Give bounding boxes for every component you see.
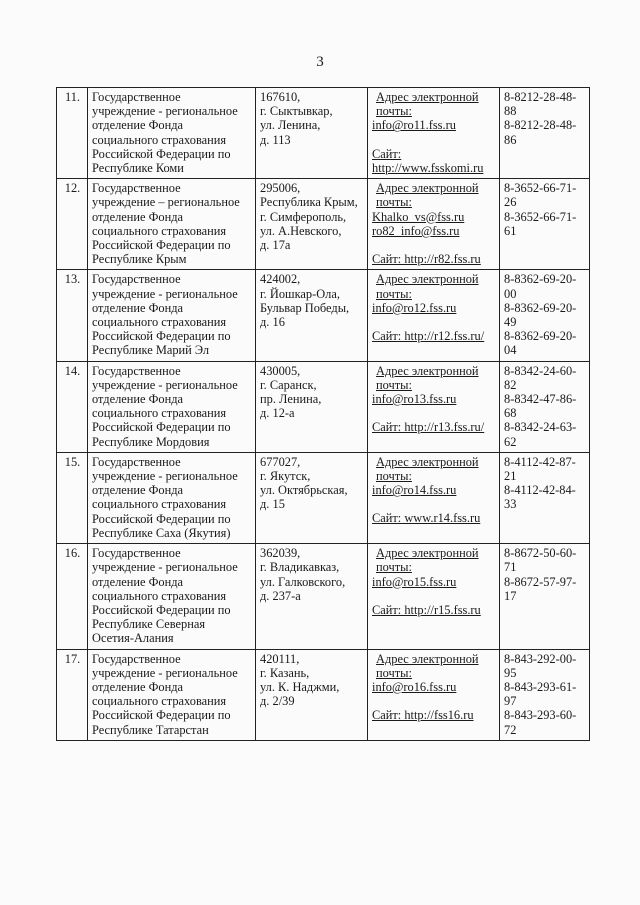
table-row	[57, 88, 590, 179]
spacer	[372, 694, 496, 708]
row-number: 15.	[57, 452, 88, 543]
institution-name-line: учреждение - региональное	[92, 286, 238, 301]
institution-name-line: Государственное	[92, 651, 181, 666]
address-line: г. Симферополь,	[260, 209, 347, 224]
institution-name-line: Государственное	[92, 181, 181, 196]
table-body	[57, 88, 590, 741]
phone-number: 8-8672-50-60-71	[504, 546, 577, 575]
phone-number: 8-4112-42-87-21	[504, 454, 576, 484]
institution-name	[88, 179, 256, 270]
spacer	[372, 589, 496, 603]
online-contacts	[368, 179, 500, 270]
online-contacts	[368, 649, 500, 740]
phone-numbers	[500, 544, 590, 649]
email-label: Адрес электронной почты:	[376, 90, 479, 119]
address-line: г. Якутск,	[260, 469, 311, 484]
address-line: д. 12-а	[260, 406, 295, 421]
email-label: Адрес электронной почты:	[376, 272, 479, 301]
institution-name-line: учреждение - региональное	[92, 469, 238, 484]
row-number: 13.	[57, 270, 88, 361]
email-link[interactable]: Khalko_vs@fss.ru	[372, 209, 465, 224]
email-link[interactable]: info@ro12.fss.ru	[372, 300, 457, 315]
online-contacts	[368, 270, 500, 361]
table-row	[57, 452, 590, 543]
table-row	[57, 649, 590, 740]
institution-name	[88, 361, 256, 452]
institution-name	[88, 270, 256, 361]
spacer	[372, 238, 496, 252]
address-line: Республика Крым,	[260, 195, 358, 210]
institution-name-line: социального страхования	[92, 694, 227, 709]
online-contacts	[368, 452, 500, 543]
email-label: Адрес электронной почты:	[376, 651, 479, 680]
table-row	[57, 361, 590, 452]
phone-numbers	[500, 88, 590, 179]
address-line: 362039,	[260, 546, 301, 561]
address-line: 420111,	[260, 651, 300, 666]
institution-name-line: отделение Фонда	[92, 574, 184, 589]
address-line: 424002,	[260, 272, 301, 287]
address-line: г. Владикавказ,	[260, 560, 340, 575]
email-link[interactable]: info@ro15.fss.ru	[372, 574, 457, 589]
email-link[interactable]: ro82_info@fss.ru	[372, 223, 460, 238]
postal-address	[256, 361, 368, 452]
website-link[interactable]: Сайт: http://www.fsskomi.ru	[372, 146, 484, 175]
institution-name-line: Республике Татарстан	[92, 722, 209, 737]
institution-name-line: учреждение - региональное	[92, 104, 238, 119]
postal-address	[256, 179, 368, 270]
postal-address	[256, 649, 368, 740]
institution-name-line: Российской Федерации по	[92, 602, 231, 617]
institution-name-line: Государственное	[92, 272, 181, 287]
institution-name-line: Российской Федерации по	[92, 238, 231, 253]
phone-number: 8-843-292-00-95	[504, 651, 577, 680]
table-row	[57, 544, 590, 649]
website-link[interactable]: Сайт: www.r14.fss.ru	[372, 511, 481, 526]
address-line: ул. К. Наджми,	[260, 679, 340, 694]
institution-name-line: социального страхования	[92, 132, 227, 147]
website-link[interactable]: Сайт: http://r15.fss.ru	[372, 602, 481, 617]
email-label: Адрес электронной почты:	[376, 546, 479, 575]
email-label: Адрес электронной почты:	[376, 181, 479, 210]
row-number: 17.	[57, 649, 88, 740]
spacer	[372, 315, 496, 329]
institution-name-line: социального страхования	[92, 497, 227, 512]
institution-name-line: Республике Северная	[92, 617, 206, 632]
row-number: 16.	[57, 544, 88, 649]
institution-name-line: социального страхования	[92, 588, 227, 603]
online-contacts	[368, 544, 500, 649]
institution-name-line: учреждение – региональное	[92, 195, 240, 210]
table-row	[57, 270, 590, 361]
phone-numbers	[500, 649, 590, 740]
address-line: ул. Ленина,	[260, 118, 321, 133]
phone-number: 8-8362-69-20-49	[504, 300, 577, 330]
institution-name-line: отделение Фонда	[92, 209, 184, 224]
institution-name-line: Российской Федерации по	[92, 146, 231, 161]
page-number: 3	[316, 54, 324, 70]
address-line: д. 2/39	[260, 694, 295, 709]
institution-name-line: отделение Фонда	[92, 118, 184, 133]
phone-number: 8-3652-66-71-61	[504, 209, 577, 238]
online-contacts	[368, 88, 500, 179]
phone-number: 8-843-293-61-97	[504, 679, 577, 709]
address-line: ул. Галковского,	[260, 574, 346, 589]
institution-name-line: Российской Федерации по	[92, 420, 231, 435]
institution-name-line: учреждение - региональное	[92, 665, 238, 680]
address-line: 677027,	[260, 454, 301, 469]
phone-number: 8-8342-24-63-62	[504, 420, 577, 449]
address-line: д. 17а	[260, 238, 291, 253]
phone-number: 8-8362-69-20-00	[504, 272, 577, 301]
email-link[interactable]: info@ro13.fss.ru	[372, 392, 457, 407]
institution-name	[88, 544, 256, 649]
address-line: г. Казань,	[260, 665, 310, 680]
phone-numbers	[500, 361, 590, 452]
institution-name-line: отделение Фонда	[92, 483, 184, 498]
institution-name-line: Государственное	[92, 454, 181, 469]
phone-number: 8-8362-69-20-04	[504, 329, 577, 358]
institution-name-line: отделение Фонда	[92, 679, 184, 694]
website-link[interactable]: Сайт: http://r12.fss.ru/	[372, 329, 485, 344]
spacer	[372, 497, 496, 511]
phone-number: 8-4112-42-84-33	[504, 483, 576, 512]
email-link[interactable]: info@ro16.fss.ru	[372, 679, 457, 694]
institution-name-line: Российской Федерации по	[92, 511, 231, 526]
address-line: 167610,	[260, 90, 301, 104]
phone-number: 8-8212-28-48-88	[504, 90, 577, 119]
institution-name-line: Государственное	[92, 363, 181, 378]
phone-numbers	[500, 270, 590, 361]
address-line: 430005,	[260, 363, 301, 378]
institution-name-line: Государственное	[92, 90, 181, 104]
row-number: 14.	[57, 361, 88, 452]
phone-number: 8-8342-47-86-68	[504, 392, 577, 421]
phone-number: 8-3652-66-71-26	[504, 181, 577, 210]
institution-name-line: Республике Марий Эл	[92, 343, 210, 358]
fss-offices-table	[56, 87, 590, 741]
postal-address	[256, 270, 368, 361]
institution-name	[88, 649, 256, 740]
address-line: Бульвар Победы,	[260, 300, 350, 315]
institution-name-line: Российской Федерации по	[92, 708, 231, 723]
postal-address	[256, 452, 368, 543]
address-line: г. Йошкар-Ола,	[260, 286, 340, 301]
email-link[interactable]: info@ro14.fss.ru	[372, 483, 457, 498]
address-line: 295006,	[260, 181, 301, 196]
phone-number: 8-8342-24-60-82	[504, 363, 577, 392]
online-contacts	[368, 361, 500, 452]
website-link[interactable]: Сайт: http://r13.fss.ru/	[372, 420, 485, 435]
institution-name-line: Республике Мордовия	[92, 434, 210, 449]
website-link[interactable]: Сайт: http://r82.fss.ru	[372, 252, 481, 267]
institution-name-line: социального страхования	[92, 315, 227, 330]
phone-number: 8-8212-28-48-86	[504, 118, 577, 147]
address-line: ул. Октябрьская,	[260, 483, 348, 498]
address-line: пр. Ленина,	[260, 392, 322, 407]
institution-name-line: Республике Коми	[92, 161, 184, 176]
row-number: 11.	[57, 88, 88, 179]
address-line: д. 16	[260, 315, 285, 330]
institution-name-line: Осетия-Алания	[92, 631, 174, 646]
phone-numbers	[500, 452, 590, 543]
email-label: Адрес электронной почты:	[376, 363, 479, 392]
institution-name-line: Российской Федерации по	[92, 329, 231, 344]
address-line: г. Саранск,	[260, 377, 317, 392]
website-link[interactable]: Сайт: http://fss16.ru	[372, 708, 474, 723]
phone-number: 8-843-293-60-72	[504, 708, 577, 737]
email-label: Адрес электронной почты:	[376, 454, 479, 484]
address-line: д. 113	[260, 132, 291, 147]
phone-number: 8-8672-57-97-17	[504, 574, 577, 603]
address-line: г. Сыктывкар,	[260, 104, 333, 119]
address-line: д. 237-а	[260, 588, 301, 603]
institution-name-line: социального страхования	[92, 406, 227, 421]
institution-name-line: учреждение - региональное	[92, 560, 238, 575]
table-row	[57, 179, 590, 270]
institution-name-line: учреждение - региональное	[92, 377, 238, 392]
institution-name-line: отделение Фонда	[92, 300, 184, 315]
postal-address	[256, 88, 368, 179]
institution-name-line: социального страхования	[92, 223, 227, 238]
email-link[interactable]: info@ro11.fss.ru	[372, 118, 456, 133]
institution-name-line: Республике Саха (Якутия)	[92, 525, 231, 540]
address-line: д. 15	[260, 497, 285, 512]
row-number: 12.	[57, 179, 88, 270]
institution-name-line: отделение Фонда	[92, 392, 184, 407]
phone-numbers	[500, 179, 590, 270]
address-line: ул. А.Невского,	[260, 223, 342, 238]
institution-name-line: Государственное	[92, 546, 181, 561]
spacer	[372, 133, 496, 147]
institution-name-line: Республике Крым	[92, 252, 187, 267]
postal-address	[256, 544, 368, 649]
institution-name	[88, 452, 256, 543]
spacer	[372, 406, 496, 420]
institution-name	[88, 88, 256, 179]
